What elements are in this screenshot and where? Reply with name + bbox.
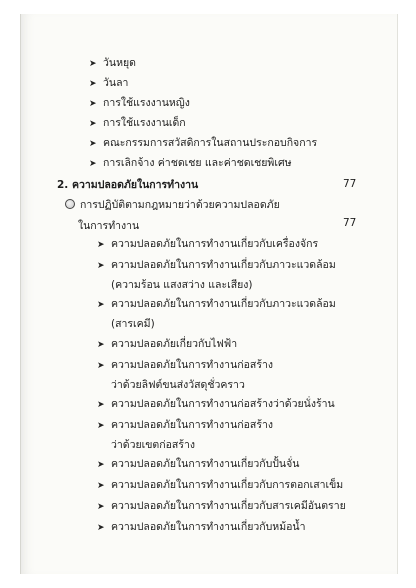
arrow-bullet-icon: ➤ xyxy=(97,523,105,533)
arrow-bullet-icon: ➤ xyxy=(97,340,105,350)
arrow-bullet-icon: ➤ xyxy=(89,99,97,109)
list-item: ➤ ความปลอดภัยในการทำงานเกี่ยวกับภาวะแวดล้อม xyxy=(97,298,336,310)
list-item: ➤ การเลิกจ้าง ค่าชดเชย และค่าชดเชยพิเศษ xyxy=(89,157,292,169)
arrow-bullet-icon: ➤ xyxy=(89,159,97,169)
list-item: ➤ การใช้แรงงานหญิง xyxy=(89,97,190,109)
circle-bullet-icon xyxy=(65,199,75,209)
section-page-number: 77 xyxy=(343,178,357,190)
arrow-bullet-icon: ➤ xyxy=(97,400,105,410)
list-item: ➤ การใช้แรงงานเด็ก xyxy=(89,117,186,129)
list-item: ➤ ความปลอดภัยในการทำงานเกี่ยวกับการตอกเสาเข็ม xyxy=(97,479,344,491)
arrow-bullet-icon: ➤ xyxy=(89,59,97,69)
arrow-bullet-icon: ➤ xyxy=(89,139,97,149)
list-item-continuation: (ความร้อน แสงสว่าง และเสียง) xyxy=(111,279,253,291)
arrow-bullet-icon: ➤ xyxy=(89,119,97,129)
arrow-bullet-icon: ➤ xyxy=(97,460,105,470)
list-item: ➤ ความปลอดภัยในการทำงานก่อสร้างว่าด้วยนั่งร้าน xyxy=(97,398,335,410)
list-item: ➤ ความปลอดภัยในการทำงานเกี่ยวกับเครื่องจักร xyxy=(97,238,319,250)
list-item-continuation: (สารเคมี) xyxy=(111,318,155,330)
list-item-continuation: ว่าด้วยเขตก่อสร้าง xyxy=(111,439,195,451)
list-item: ➤ ความปลอดภัยในการทำงานก่อสร้าง xyxy=(97,359,273,371)
list-item: ➤ ความปลอดภัยในการทำงานเกี่ยวกับหม้อน้ำ xyxy=(97,521,306,533)
arrow-bullet-icon: ➤ xyxy=(97,240,105,250)
subheading: การปฏิบัติตามกฎหมายว่าด้วยความปลอดภัย xyxy=(65,198,280,212)
arrow-bullet-icon: ➤ xyxy=(97,300,105,310)
section-heading: 2. ความปลอดภัยในการทำงาน xyxy=(57,179,199,191)
arrow-bullet-icon: ➤ xyxy=(97,481,105,491)
list-item: ➤ วันลา xyxy=(89,77,129,89)
arrow-bullet-icon: ➤ xyxy=(97,261,105,271)
subheading-continuation: ในการทำงาน xyxy=(78,220,140,232)
list-item: ➤ ความปลอดภัยในการทำงานก่อสร้าง xyxy=(97,419,273,431)
arrow-bullet-icon: ➤ xyxy=(97,361,105,371)
list-item: ➤ ความปลอดภัยในการทำงานเกี่ยวกับภาวะแวดล้อม xyxy=(97,259,336,271)
list-item: ➤ คณะกรรมการสวัสดิการในสถานประกอบกิจการ xyxy=(89,137,318,149)
arrow-bullet-icon: ➤ xyxy=(97,502,105,512)
arrow-bullet-icon: ➤ xyxy=(97,421,105,431)
list-item: ➤ ความปลอดภัยเกี่ยวกับไฟฟ้า xyxy=(97,338,238,350)
list-item: ➤ ความปลอดภัยในการทำงานเกี่ยวกับปั้นจั่น xyxy=(97,458,300,470)
list-item: ➤ ความปลอดภัยในการทำงานเกี่ยวกับสารเคมีอันตราย xyxy=(97,500,346,512)
subheading-page-number: 77 xyxy=(343,217,357,229)
arrow-bullet-icon: ➤ xyxy=(89,79,97,89)
list-item-continuation: ว่าด้วยลิฟต์ขนส่งวัสดุชั่วคราว xyxy=(111,379,245,391)
document-page xyxy=(20,14,398,574)
list-item: ➤ วันหยุด xyxy=(89,57,136,69)
